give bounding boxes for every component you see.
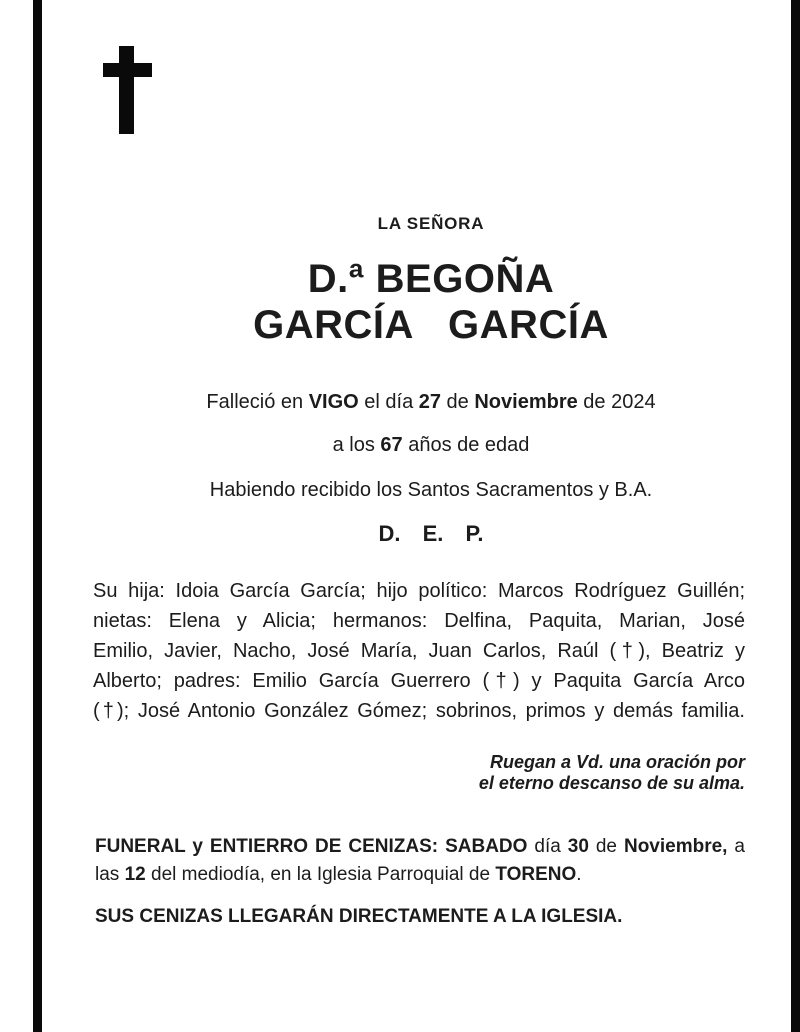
age-line: a los 67 años de edad bbox=[332, 434, 530, 456]
cross-horizontal-beam bbox=[103, 63, 152, 77]
family-paragraph bbox=[93, 576, 745, 726]
family-line: nietas: Elena y Alicia; hermanos: Delfina, Paquita, Marian, José bbox=[93, 610, 745, 632]
ashes-notice-line: SUS CENIZAS LLEGARÁN DIRECTAMENTE A LA IGLESIA. bbox=[95, 906, 623, 927]
funeral-line: las 12 del mediodía, en la Iglesia Parroquial de TORENO. bbox=[95, 864, 582, 885]
family-line: (†); José Antonio González Gómez; sobrinos, primos y demás familia. bbox=[93, 700, 745, 722]
left-border-bar bbox=[33, 0, 42, 1032]
sacraments-line: Habiendo recibido los Santos Sacramentos y B.A. bbox=[209, 479, 653, 501]
cross-vertical-beam bbox=[119, 46, 134, 134]
funeral-line: FUNERAL y ENTIERRO DE CENIZAS: SABADO día 30 de Noviembre, a bbox=[95, 836, 745, 857]
family-line: Su hija: Idoia García García; hijo político: Marcos Rodríguez Guillén; bbox=[93, 580, 745, 602]
family-line: Emilio, Javier, Nacho, José María, Juan Carlos, Raúl (†), Beatriz y bbox=[93, 640, 745, 662]
deceased-name-line-2: GARCÍA GARCÍA bbox=[253, 303, 609, 347]
prayer-request bbox=[93, 752, 745, 794]
death-place-date-line: Falleció en VIGO el día 27 de Noviembre de 2024 bbox=[206, 391, 656, 413]
honorific-title: LA SEÑORA bbox=[377, 214, 485, 233]
prayer-line: Ruegan a Vd. una oración por bbox=[489, 752, 745, 772]
deceased-name-line-1: D.ª BEGOÑA bbox=[307, 257, 555, 301]
prayer-line: el eterno descanso de su alma. bbox=[478, 773, 745, 793]
family-line: Alberto; padres: Emilio García Guerrero (†) y Paquita García Arco bbox=[93, 670, 745, 692]
dep-abbreviation: D. E. P. bbox=[378, 521, 484, 546]
funeral-details bbox=[95, 833, 745, 889]
right-border-bar bbox=[791, 0, 800, 1032]
